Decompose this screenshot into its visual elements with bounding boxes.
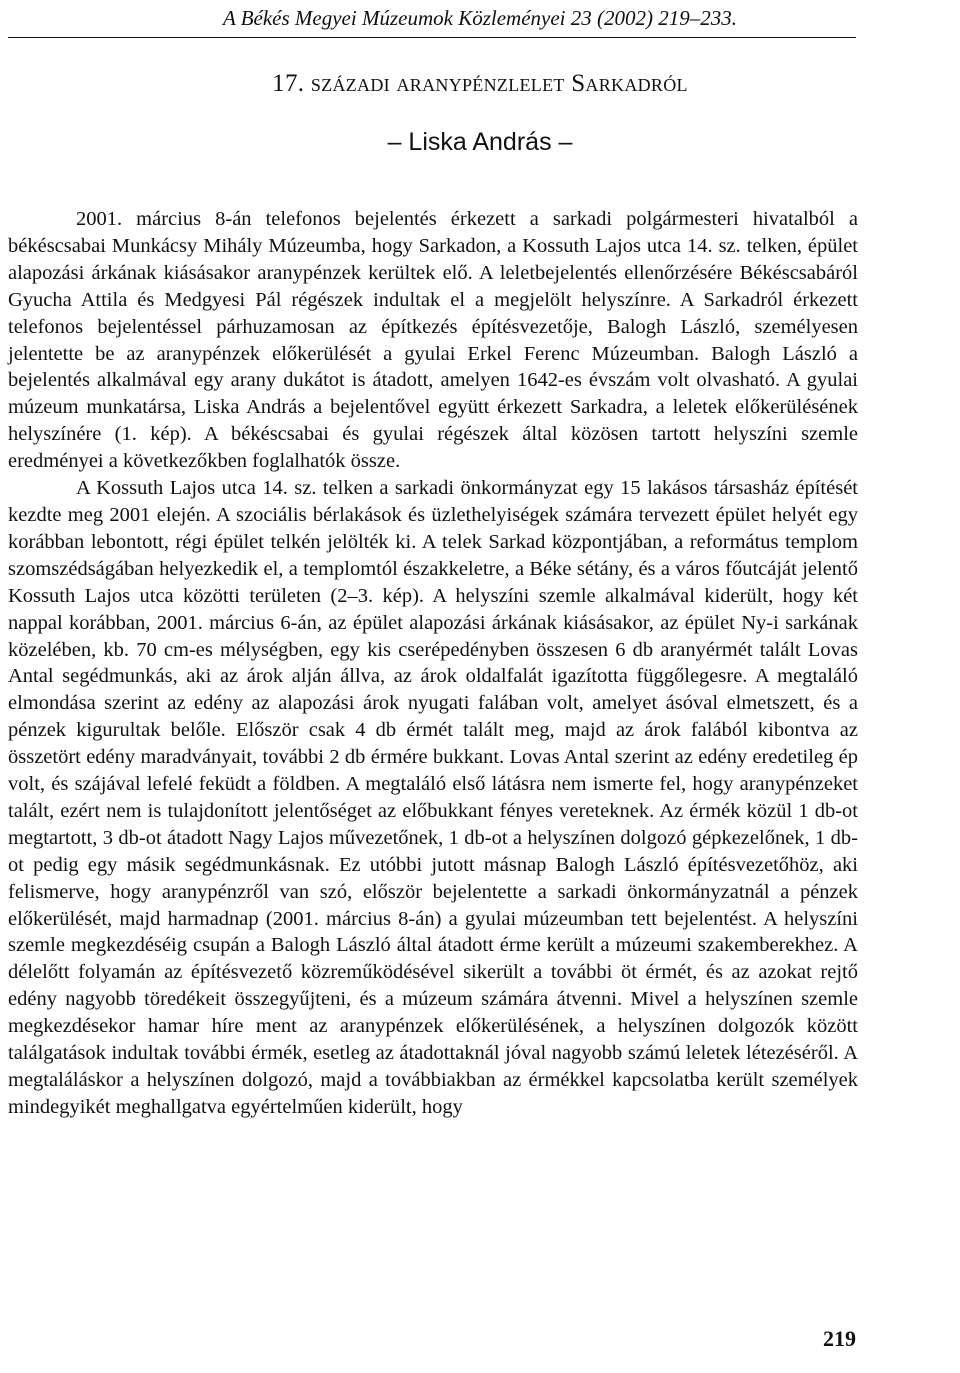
paragraph: 2001. március 8-án telefonos bejelentés érkezett a sarkadi polgármesteri hivatalból a békéscsabai Munkácsy Mihály Múzeumba, hogy Sarkadon, a Kossuth Lajos utca 14. sz. telken, épület alapozási árkának kiásásakor aranypénzek kerültek elő. A leletbejelentés ellenőrzésére Békéscsabáról Gyucha Attila és Medgyesi Pál régészek indultak el a megjelölt helyszínre. A Sarkadról érkezett telefonos bejelentéssel párhuzamosan az építkezés építésvezetője, Balogh László, személyesen jelentette be az aranypénzek előkerülését a gyulai Erkel Ferenc Múzeumban. Balogh László a bejelentés alkalmával egy arany dukátot is átadott, amelyen 1642-es évszám volt olvasható. A gyulai múzeum munkatársa, Liska András a bejelentővel együtt érkezett Sarkadra, a leletek előkerülésének helyszínére (1. kép). A békéscsabai és gyulai régészek által közösen tartott helyszíni szemle eredményei a következőkben foglalhatók össze. [8,208,858,473]
page-number: 219 [823,1326,856,1351]
paragraph: A Kossuth Lajos utca 14. sz. telken a sarkadi önkormányzat egy 15 lakásos társasház építését kezdte meg 2001 elején. A szociális bérlakások és üzlethelyiségek számára tervezett épület helyét egy korábban lebontott, régi épület telkén jelölték ki. A telek Sarkad központjában, a református templom szomszédságában helyezkedik el, a templomtól északkeletre, a Béke sétány, és a város főutcáját jelentő Kossuth Lajos utca közötti területen (2–3. kép). A helyszíni szemle alkalmával kiderült, hogy két nappal korábban, 2001. március 6-án, az épület alapozási árkának kiásásakor, az épület Ny-i sarkának közelében, kb. 70 cm-es mélységben, egy kis cserépedényben összesen 6 db aranyérmét talált Lovas Antal segédmunkás, aki az árok alján állva, az árok oldalfalát igazította függőlegesre. A megtaláló elmondása szerint az edény az alapozási árok nyugati falában volt, amelyet ásóval elmetszett, és a pénzek kigurultak belőle. Először csak 4 db érmét talált meg, majd az árok falából kibontva az összetört edény maradványait, további 2 db érmére bukkant. Lovas Antal szerint az edény eredetileg ép volt, és szájával lefelé feküdt a földben. A megtaláló első látásra nem ismerte fel, hogy aranypénzeket talált, ezért nem is tulajdonított jelentőséget az előbukkant fényes vereteknek. Az érmék közül 1 db-ot megtartott, 3 db-ot átadott Nagy Lajos művezetőnek, 1 db-ot a helyszínen dolgozó gépkezelőnek, 1 db-ot pedig egy másik segédmunkásnak. Ez utóbbi jutott másnap Balogh László építésvezetőhöz, aki felismerve, hogy aranypénzről van szó, először bejelentette a sarkadi önkormányzatnál a pénzek előkerülését, majd harmadnap (2001. március 8-án) a gyulai múzeumban tett bejelentést. A helyszíni szemle megkezdéséig csupán a Balogh László által átadott érme került a múzeumi szakemberekhez. A délelőtt folyamán az építésvezető közreműködésével sikerült a további öt érmét, és az azokat rejtő edény nagyobb töredékeit összegyűjteni, és a múzeum számára átvenni. Mivel a helyszínen szemle megkezdésekor hamar híre ment az aranypénzek előkerülésének, a helyszínen dolgozók között találgatások indultak további érmék, esetleg az átadottaknál jóval nagyobb számú leletek létezéséről. A megtaláláskor a helyszínen dolgozó, majd a továbbiakban az érmékkel kapcsolatba került személyek mindegyikét meghallgatva egyértelműen kiderült, hogy [8,477,858,1118]
header-divider [8,37,856,38]
article-body [8,206,858,1121]
running-header: A Békés Megyei Múzeumok Közleményei 23 (2002) 219–233. [223,6,737,30]
article-author: – Liska András – [387,128,573,156]
article-title: 17. századi aranypénzlelet Sarkadról [272,70,688,97]
